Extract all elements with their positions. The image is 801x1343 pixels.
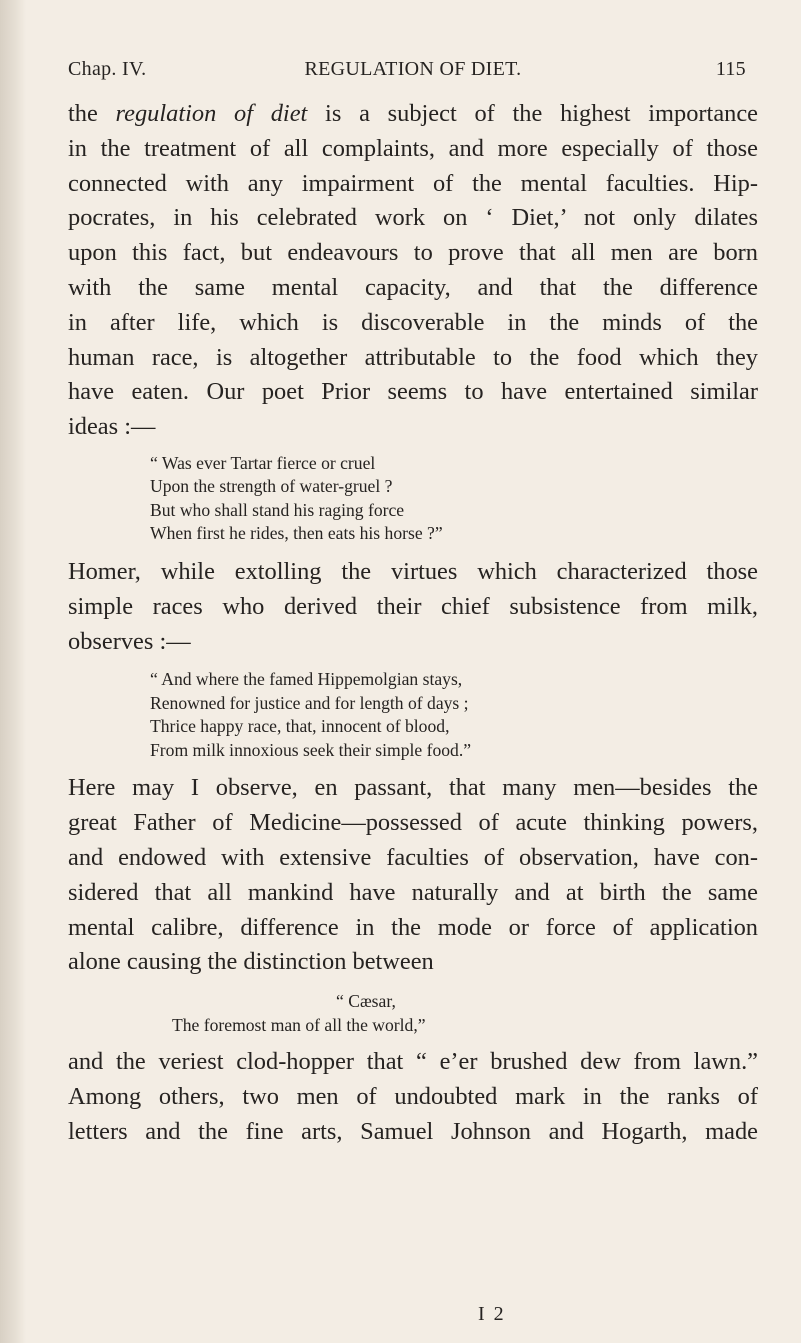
- text-line: human race, is altogether attributable to the food which they: [68, 343, 758, 371]
- verse-line: “ Was ever Tartar fierce or cruel: [150, 452, 376, 473]
- text-line: have eaten. Our poet Prior seems to have entertained similar: [68, 378, 758, 406]
- paragraph-homer: [68, 555, 758, 659]
- text-line: letters and the fine arts, Samuel Johnson and Hogarth, made: [68, 1117, 758, 1145]
- italic-phrase: regulation of diet: [115, 100, 308, 127]
- signature-mark: I 2: [478, 1303, 506, 1325]
- book-page: [68, 58, 758, 1150]
- page-gutter-shadow: [0, 0, 26, 1343]
- verse-line: “ And where the famed Hippemolgian stays,: [150, 669, 463, 690]
- text-line: simple races who derived their chief subsistence from milk,: [68, 592, 758, 620]
- verse-line: “ Cæsar,: [336, 991, 396, 1012]
- verse-line: From milk innoxious seek their simple food.”: [150, 739, 472, 760]
- text-line: connected with any impairment of the mental faculties. Hip-: [68, 169, 758, 197]
- verse-caesar: [68, 990, 758, 1037]
- verse-line: Renowned for justice and for length of days ;: [150, 692, 469, 713]
- verse-homer: [150, 668, 758, 762]
- text-line: the regulation of diet is a subject of the highest importance: [68, 100, 758, 127]
- paragraph-diet-importance: [68, 97, 758, 445]
- chapter-title: REGULATION OF DIET.: [304, 58, 522, 80]
- text-line: in after life, which is discoverable in the minds of the: [68, 308, 758, 336]
- text-line: observes :—: [68, 627, 191, 655]
- verse-line: Upon the strength of water-gruel ?: [150, 476, 393, 497]
- running-head: [68, 58, 758, 88]
- verse-line: When first he rides, then eats his horse ?”: [150, 523, 443, 544]
- text-line: Homer, while extolling the virtues which characterized those: [68, 557, 758, 585]
- text-line: great Father of Medicine—possessed of acute thinking powers,: [68, 809, 758, 837]
- verse-line: The foremost man of all the world,”: [172, 1014, 426, 1035]
- text-line: Among others, two men of undoubted mark in the ranks of: [68, 1082, 758, 1110]
- text-line: sidered that all mankind have naturally and at birth the same: [68, 878, 758, 906]
- text-line: Here may I observe, en passant, that many men—besides the: [68, 774, 758, 802]
- chapter-label: Chap. IV.: [68, 58, 147, 80]
- text-line: ideas :—: [68, 413, 156, 441]
- text-line: alone causing the distinction between: [68, 948, 434, 976]
- text-line: upon this fact, but endeavours to prove that all men are born: [68, 239, 758, 267]
- text-line: in the treatment of all complaints, and more especially of those: [68, 134, 758, 162]
- text-line: with the same mental capacity, and that the difference: [68, 273, 758, 301]
- verse-line: But who shall stand his raging force: [150, 499, 405, 520]
- text-line: and endowed with extensive faculties of observation, have con-: [68, 843, 758, 871]
- paragraph-observation: [68, 771, 758, 980]
- text-line: pocrates, in his celebrated work on ‘ Diet,’ not only dilates: [68, 204, 758, 232]
- verse-line: Thrice happy race, that, innocent of blood,: [150, 716, 450, 737]
- paragraph-clod-hopper: [68, 1045, 758, 1149]
- text-line: mental calibre, difference in the mode or force of application: [68, 913, 758, 941]
- page-number: 115: [715, 58, 746, 80]
- text-line: and the veriest clod-hopper that “ e’er brushed dew from lawn.”: [68, 1048, 758, 1076]
- verse-prior: [150, 452, 758, 546]
